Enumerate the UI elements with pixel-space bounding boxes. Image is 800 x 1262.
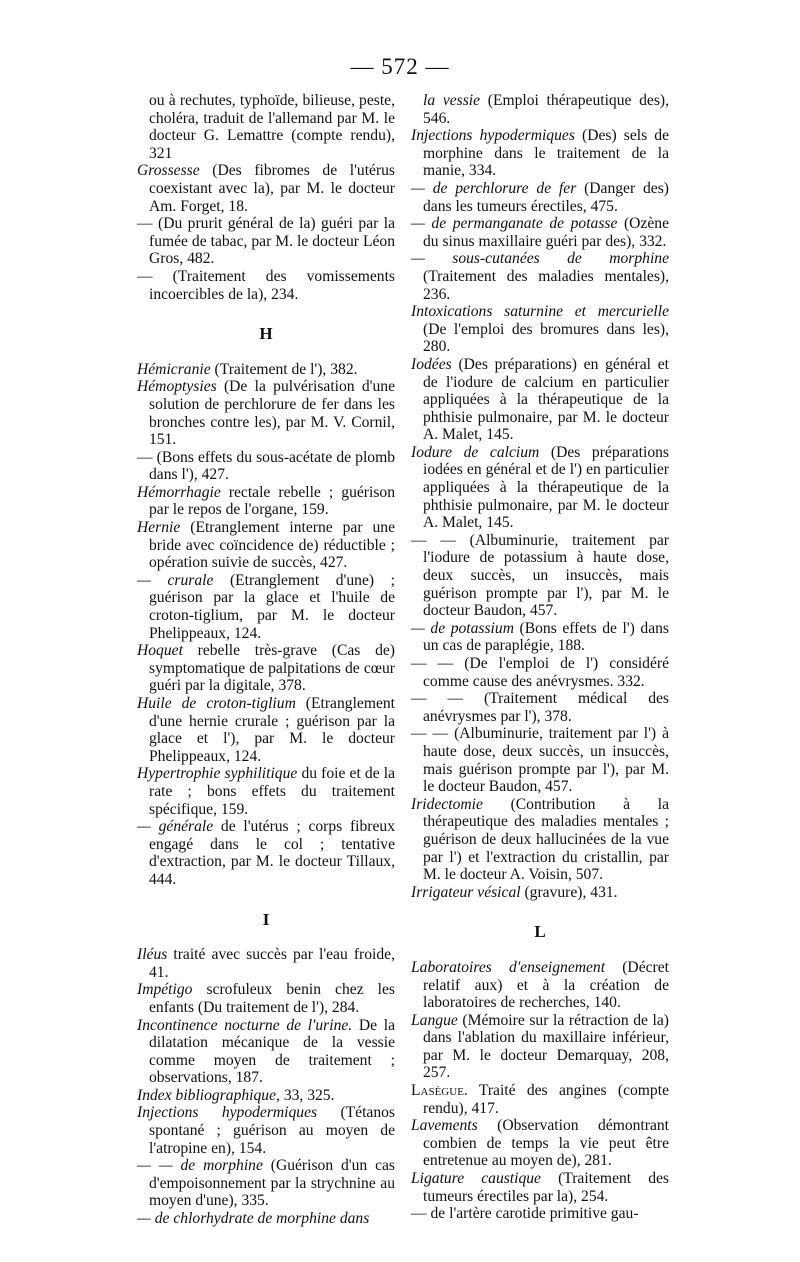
- index-entry: [411, 1205, 669, 1223]
- index-text: (Emploi thérapeutique des), 546.: [423, 92, 669, 127]
- index-text: scrofuleux benin chez les enfants (Du traitement de l'), 284.: [149, 981, 395, 1016]
- index-entry: [411, 655, 669, 690]
- index-text: — (Bons effets du sous-acétate de plomb dans l'), 427.: [137, 448, 395, 484]
- index-text: Traité des angines (compte rendu), 417.: [423, 1082, 669, 1117]
- index-text: (De l'emploi des bromures dans les), 280.: [423, 320, 669, 356]
- index-entry: [137, 519, 395, 572]
- index-term: — de perchlorure de fer: [411, 179, 577, 197]
- index-text: rebelle très-grave (Cas de) symptomatique de palpitations de cœur guéri par la digitale, 378.: [149, 642, 395, 695]
- index-text: de l'utérus ; corps fibreux engagé dans le col ; tentative d'extraction, par M. le docteur Tillaux, 444.: [149, 818, 395, 888]
- index-text: (Traitement des maladies mentales), 236.: [423, 267, 669, 303]
- index-text: (Des fibromes de l'utérus coexistant avec la), par M. le docteur Am. Forget, 18.: [149, 162, 395, 215]
- index-entry: [411, 532, 669, 620]
- index-text: (Observation démontrant combien de temps la vie peut être entretenue au moyen de), 281.: [423, 1117, 669, 1170]
- index-entry: [137, 818, 395, 888]
- index-entry: [137, 642, 395, 695]
- index-entry: [137, 1104, 395, 1157]
- index-term: Lavements: [411, 1117, 478, 1135]
- index-entry: [137, 361, 395, 379]
- index-text: De la dilatation mécanique de la vessie comme moyen de traitement ; observations, 187.: [149, 1016, 395, 1087]
- index-entry: [411, 884, 669, 902]
- index-text: (Tétanos spontané ; guérison au moyen de l'atropine en), 154.: [149, 1104, 395, 1157]
- index-entry: [411, 180, 669, 215]
- index-term: Iodées: [411, 355, 452, 373]
- index-entry: [137, 765, 395, 818]
- index-entry: [411, 215, 669, 250]
- index-term: — sous-cutanées de morphine: [411, 250, 669, 268]
- index-entry: [137, 162, 395, 215]
- index-term: Huile de croton-tiglium: [137, 695, 296, 712]
- index-text: (gravure), 431.: [520, 883, 618, 901]
- index-entry: [411, 725, 669, 795]
- index-text: — — (Albuminurie, traitement par l'iodure de potassium à haute dose, deux succès, un insuccès, mais guérison prompte par l'), par M. le docteur Baudon, 457.: [411, 531, 669, 620]
- index-entry: [411, 959, 669, 1012]
- index-term: Iridectomie: [411, 795, 483, 813]
- index-text: — (Traitement des vomissements incoercibles de la), 234.: [137, 267, 395, 303]
- section-letter-l: L: [534, 922, 546, 942]
- index-entry: [137, 484, 395, 519]
- index-entry: [137, 215, 395, 268]
- index-term: Ligature caustique: [411, 1170, 541, 1188]
- index-entry: [411, 620, 669, 655]
- index-text: du foie et de la rate ; bons effets du traitement spécifique, 159.: [149, 765, 395, 818]
- index-entry: [137, 1017, 395, 1087]
- index-entry: [411, 356, 669, 444]
- index-text: — de l'artère carotide primitive gau-: [411, 1205, 639, 1223]
- index-column-right: [411, 92, 669, 1223]
- index-term: Hoquet: [137, 642, 183, 660]
- index-entry: [137, 981, 395, 1016]
- index-text: — (Du prurit général de la) guéri par la fumée de tabac, par M. le docteur Léon Gros, 482.: [137, 215, 395, 268]
- index-text: (Des préparations iodées en général et de l') en particulier appliquées à la thérapeutique de la phthisie pulmonaire, par M. le docteur A. Malet, 145.: [423, 443, 669, 532]
- index-entry: [137, 268, 395, 303]
- index-entry: [411, 1012, 669, 1082]
- index-text: ou à rechutes, typhoïde, bilieuse, peste, choléra, traduit de l'allemand par M. le docteur G. Lemattre (compte rendu), 321: [149, 92, 395, 162]
- index-term: Hémorrhagie: [137, 483, 221, 501]
- index-term: Intoxications saturnine et mercurielle: [411, 303, 669, 321]
- page-number: — 572 —: [350, 54, 450, 79]
- index-term: — de chlorhydrate de morphine dans: [137, 1210, 370, 1228]
- index-entry: [411, 1082, 669, 1117]
- index-term: Hypertrophie syphilitique: [137, 765, 298, 783]
- index-entry: [411, 1170, 669, 1205]
- index-entry: [137, 695, 395, 765]
- index-entry: [137, 1087, 395, 1105]
- index-term: — — de morphine: [137, 1157, 263, 1175]
- index-term: Index bibliographique,: [137, 1086, 280, 1104]
- index-term: Laboratoires d'enseignement: [411, 958, 606, 976]
- index-term: Impétigo: [137, 981, 193, 999]
- index-entry: [137, 572, 395, 642]
- index-entry: [137, 378, 395, 448]
- index-term: Irrigateur vésical: [411, 883, 521, 901]
- index-term: Injections hypodermiques: [137, 1104, 318, 1122]
- index-term: Grossesse: [137, 162, 200, 180]
- index-text: (Etranglement interne par une bride avec coïncidence de) réductible ; opération suivie de succès, 427.: [149, 519, 395, 572]
- index-entry: [137, 449, 395, 484]
- index-term: — crurale: [137, 571, 214, 589]
- index-term: Langue: [411, 1011, 458, 1029]
- index-entry: [411, 444, 669, 532]
- index-entry: [137, 1210, 395, 1228]
- index-term: Iléus: [137, 946, 168, 964]
- index-text: (Ozène du sinus maxillaire guéri par des), 332.: [423, 215, 669, 250]
- index-text: (Traitement des tumeurs érectiles par la), 254.: [423, 1170, 669, 1205]
- index-term: — de permanganate de potasse: [411, 215, 618, 233]
- index-entry: [137, 946, 395, 981]
- index-term: Injections hypodermiques: [411, 127, 575, 145]
- index-text: — — (De l'emploi de l') considéré comme cause des anévrysmes. 332.: [411, 655, 669, 690]
- index-column-left: [137, 92, 395, 1228]
- index-entry: [411, 690, 669, 725]
- index-term: — générale: [137, 818, 214, 836]
- index-text: (Mémoire sur la rétraction de la) dans l'ablation du maxillaire inférieur, par M. le docteur Demarquay, 208, 257.: [423, 1011, 669, 1082]
- index-term: la vessie: [423, 92, 481, 109]
- index-text: — — (Albuminurie, traitement par l') à haute dose, deux succès, un insuccès, mais guérison prompte par l'), par M. le docteur Baudon, 457.: [411, 725, 669, 796]
- index-term: Incontinence nocturne de l'urine.: [137, 1016, 353, 1034]
- index-text: (Traitement de l'), 382.: [210, 360, 358, 378]
- index-text: (Etranglement d'une hernie crurale ; guérison par la glace et l'), par M. le docteur Phelippeaux, 124.: [149, 695, 395, 765]
- index-entry: [137, 1157, 395, 1210]
- index-text: traité avec succès par l'eau froide, 41.: [149, 946, 395, 981]
- index-text: (Contribution à la thérapeutique des maladies mentales ; guérison de deux hallucinées de la vue par l') et l'extraction du cristallin, par M. le docteur A. Voisin, 507.: [423, 795, 669, 884]
- index-text: (Etranglement d'une) ; guérison par la glace et l'huile de croton-tiglium, par M. le docteur Phelippeaux, 124.: [149, 571, 395, 642]
- index-entry: [411, 127, 669, 180]
- index-author: Lasègue.: [411, 1082, 468, 1100]
- index-entry: [411, 1117, 669, 1170]
- index-text: — — (Traitement médical des anévrysmes par l'), 378.: [411, 690, 669, 725]
- index-text: (Bons effets de l') dans un cas de paraplégie, 188.: [423, 619, 669, 655]
- index-text: (Des préparations) en général et de l'iodure de calcium en particulier appliquées à la thérapeutique de la phthisie pulmonaire, par M. le docteur A. Malet, 145.: [423, 355, 669, 444]
- index-term: — de potassium: [411, 619, 514, 637]
- index-term: Hémoptysies: [137, 378, 217, 396]
- index-entry: [137, 92, 395, 162]
- index-term: Hémicranie: [137, 360, 211, 378]
- index-text: 33, 325.: [279, 1086, 335, 1104]
- index-term: Iodure de calcium: [411, 443, 540, 461]
- index-entry: [411, 796, 669, 884]
- index-entry: [411, 303, 669, 356]
- index-text: (Des) sels de morphine dans le traitement de la manie, 334.: [423, 127, 669, 180]
- index-text: rectale rebelle ; guérison par le repos de l'organe, 159.: [149, 483, 395, 519]
- index-entry: [411, 250, 669, 303]
- index-text: (De la pulvérisation d'une solution de perchlorure de fer dans les bronches contre les), par M. V. Cornil, 151.: [149, 378, 395, 449]
- index-text: (Guérison d'un cas d'empoisonnement par la strychnine au moyen d'une), 335.: [149, 1157, 395, 1210]
- section-letter-h: H: [259, 324, 273, 344]
- section-letter-i: I: [262, 909, 270, 929]
- index-term: Hernie: [137, 519, 181, 537]
- index-text: (Danger des) dans les tumeurs érectiles, 475.: [423, 179, 669, 215]
- index-entry: [411, 92, 669, 127]
- index-text: (Décret relatif aux) et à la création de laboratoires de recherches, 140.: [423, 958, 669, 1012]
